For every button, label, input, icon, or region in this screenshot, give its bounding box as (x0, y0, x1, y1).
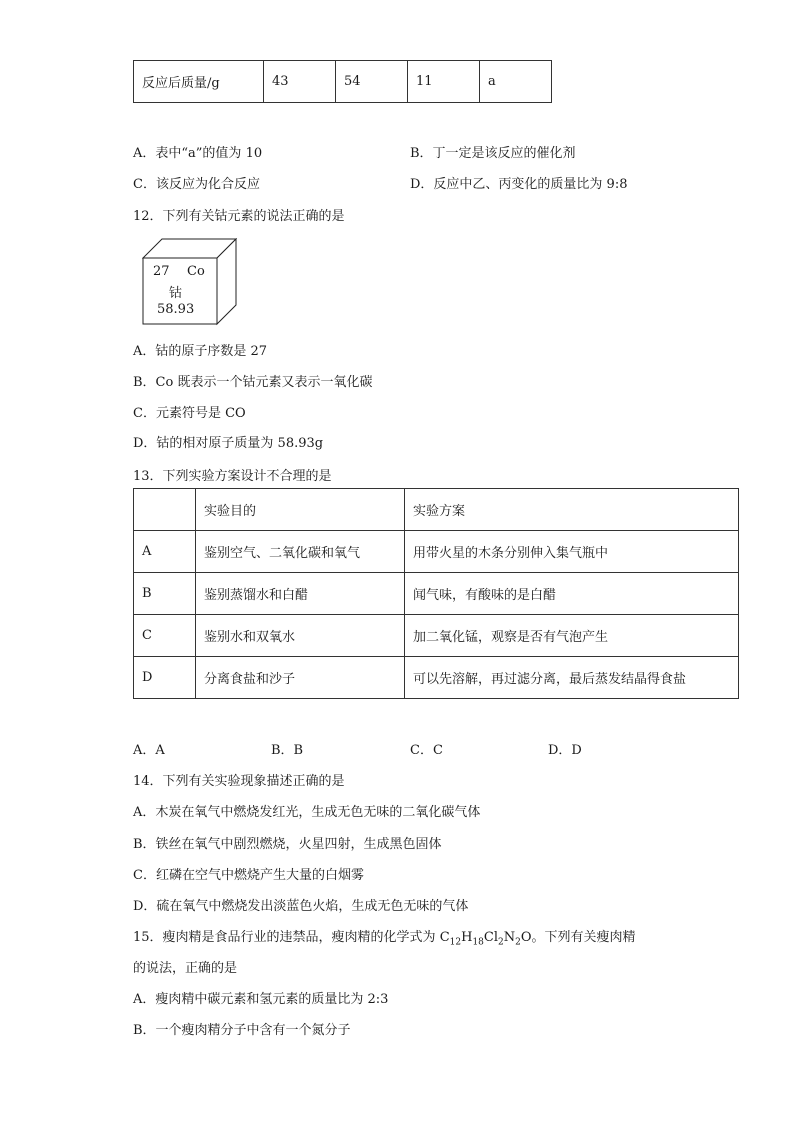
atomic-mass: 58.93 (157, 302, 195, 317)
table-cell: D (134, 657, 196, 699)
formula-symbol: Cl (483, 930, 498, 945)
element-name: 钴 (169, 286, 183, 301)
table-cell: 加二氧化锰，观察是否有气泡产生 (405, 615, 739, 657)
q11-option-a: A．表中“a”的值为 10 (133, 146, 263, 161)
atomic-number: 27 (153, 264, 170, 279)
table-row (134, 657, 739, 699)
table-cell: 分离食盐和沙子 (196, 657, 405, 699)
q13-option-b: B．B (271, 743, 304, 758)
formula-subscript: 12 (449, 937, 462, 948)
q12-option-d: D．钴的相对原子质量为 58.93g (133, 436, 324, 451)
q14-option-d: D．硫在氧气中燃烧发出淡蓝色火焰，生成无色无味的气体 (133, 899, 469, 914)
q15-stem (133, 926, 636, 948)
q15-stem-text: 15．瘦肉精是食品行业的违禁品，瘦肉精的化学式为 (133, 930, 440, 945)
q13-option-c: C．C (410, 743, 443, 758)
table-cell: 闻气味，有酸味的是白醋 (405, 573, 739, 615)
q13-option-d: D．D (548, 743, 582, 758)
table-cell: 鉴别蒸馏水和白醋 (196, 573, 405, 615)
table-cell: 鉴别空气、二氧化碳和氧气 (196, 531, 405, 573)
table-cell: B (134, 573, 196, 615)
table-cell: 用带火星的木条分别伸入集气瓶中 (405, 531, 739, 573)
chemical-formula (439, 930, 532, 948)
q15-stem-line2: 的说法，正确的是 (133, 961, 238, 976)
header-cell (134, 489, 196, 531)
value-cell: 11 (408, 61, 480, 103)
formula-symbol: H (461, 930, 473, 945)
q14-option-c: C．红磷在空气中燃烧产生大量的白烟雾 (133, 868, 364, 883)
table-header-row (134, 489, 739, 531)
table-cell: 可以先溶解，再过滤分离，最后蒸发结晶得食盐 (405, 657, 739, 699)
q14-option-a: A．木炭在氧气中燃烧发红光，生成无色无味的二氧化碳气体 (133, 805, 481, 820)
formula-subscript: 2 (515, 937, 521, 948)
q12-option-b: B．Co 既表示一个钴元素又表示一氧化碳 (133, 375, 373, 390)
formula-symbol: O (520, 930, 532, 945)
q15-option-b: B．一个瘦肉精分子中含有一个氮分子 (133, 1023, 351, 1038)
value-cell: 54 (336, 61, 408, 103)
q12-option-a: A．钴的原子序数是 27 (133, 344, 268, 359)
q14-stem: 14．下列有关实验现象描述正确的是 (133, 774, 345, 789)
reaction-mass-table (133, 60, 552, 103)
table-cell: C (134, 615, 196, 657)
formula-subscript: 2 (498, 937, 504, 948)
table-cell: A (134, 531, 196, 573)
table-row (134, 61, 552, 103)
value-cell: 43 (264, 61, 336, 103)
element-symbol: Co (187, 264, 205, 279)
table-row (134, 573, 739, 615)
q15-stem-text-end: 。下列有关瘦肉精 (531, 930, 636, 945)
formula-symbol: C (439, 930, 450, 945)
q11-option-b: B．丁一定是该反应的催化剂 (410, 146, 576, 161)
q14-option-b: B．铁丝在氧气中剧烈燃烧，火星四射，生成黑色固体 (133, 837, 442, 852)
q11-option-d: D．反应中乙、丙变化的质量比为 9:8 (410, 177, 628, 192)
experiment-table (133, 488, 739, 699)
q13-stem: 13．下列实验方案设计不合理的是 (133, 469, 332, 484)
formula-symbol: N (503, 930, 516, 945)
value-cell: a (480, 61, 552, 103)
q12-option-c: C．元素符号是 CO (133, 406, 246, 421)
table-row (134, 615, 739, 657)
table-row (134, 531, 739, 573)
q11-option-c: C．该反应为化合反应 (133, 177, 260, 192)
cobalt-element-card (142, 238, 237, 326)
formula-subscript: 18 (472, 937, 484, 948)
table-cell: 鉴别水和双氧水 (196, 615, 405, 657)
q12-stem: 12．下列有关钴元素的说法正确的是 (133, 209, 345, 224)
header-cell: 实验目的 (196, 489, 405, 531)
q15-option-a: A．瘦肉精中碳元素和氢元素的质量比为 2:3 (133, 992, 389, 1007)
q13-option-a: A．A (133, 743, 165, 758)
header-cell: 实验方案 (405, 489, 739, 531)
row-label-cell: 反应后质量/g (134, 61, 264, 103)
